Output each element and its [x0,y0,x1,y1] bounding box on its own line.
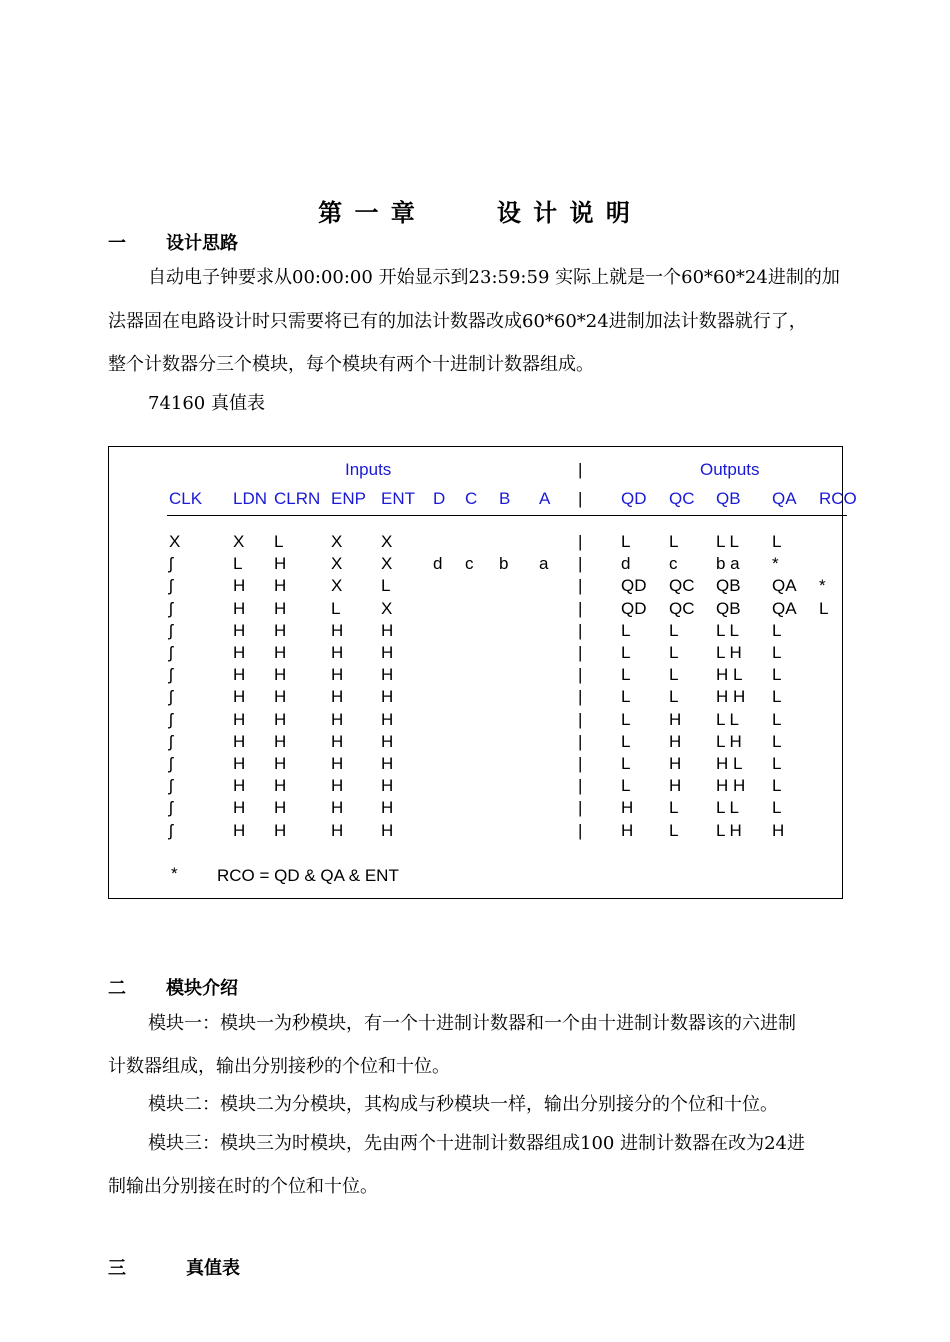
table-cell: | [578,576,583,596]
table-cell: L L [716,532,740,551]
table-cell: L [233,554,243,574]
table-cell: H [233,798,246,818]
header-cell: ENP [331,489,366,508]
table-cell: | [578,776,583,796]
table-cell: L [381,576,391,596]
table-cell: c [669,554,678,574]
table-cell: QC [669,576,695,596]
header-rule [167,515,847,516]
table-cell: | [578,754,583,773]
table-cell: a [539,554,549,574]
table-cell: H [669,731,682,751]
table-cell: H [274,554,287,574]
table-cell: QB [716,598,741,618]
table-cell: L [772,731,782,751]
table-cell: H H [716,776,746,796]
table-cell: L [669,532,679,551]
table-cell: L [772,532,782,551]
section1-line-1: 自动电子钟要求从00:00:00 开始显示到23:59:59 实际上就是一个60*60*24进制的加 [148,267,840,288]
table-cell: H [381,687,394,707]
section1-title: 设计思路 [166,233,238,254]
table-cell: H [274,776,287,796]
table-cell: H [381,620,394,640]
section1-number: 一 [108,233,126,254]
table-cell: H [331,754,344,773]
table-cell: L [669,665,679,685]
header-cell: ENT [381,489,415,508]
table-cell: ʃ [169,554,173,574]
table-cell: QD [621,576,647,596]
section2-title: 模块介绍 [166,978,238,999]
table-cell: H [233,576,246,596]
table-cell: | [578,687,583,707]
table-cell: L [621,687,631,707]
table-cell: b [499,554,509,574]
table-cell: QC [669,598,695,618]
table-cell: L L [716,620,740,640]
table-cell: H [331,820,344,840]
table-cell: ʃ [169,576,173,596]
table-cell: H [331,731,344,751]
table-cell: X [169,532,181,551]
table-cell: H [233,820,246,840]
table-cell: L [669,798,679,818]
section1-line-2: 法器固在电路设计时只需要将已有的加法计数器改成60*60*24进制加法计数器就行了， [108,311,807,332]
table-cell: L [331,598,341,618]
table-cell: ʃ [169,798,173,818]
header-cell: CLK [169,489,203,508]
table-cell: ʃ [169,687,173,707]
table-cell: L [621,731,631,751]
table-cell: * [819,576,826,596]
table-cell: | [578,731,583,751]
table-cell: L [772,665,782,685]
table-cell: L [621,776,631,796]
table-cell: L [772,798,782,818]
table-cell: H [274,820,287,840]
table-cell: c [465,554,474,574]
table-cell: H [381,754,394,773]
header-cell: LDN [233,489,268,508]
table-cell: QA [772,576,797,596]
table-cell: d [621,554,631,574]
header-cell: B [499,489,511,508]
table-cell: L [669,643,679,662]
table-cell: H [772,820,785,840]
table-cell: | [578,554,583,574]
table-cell: X [331,576,343,596]
table-cell: H [274,576,287,596]
section2-line-3: 模块二：模块二为分模块，其构成与秒模块一样，输出分别接分的个位和十位。 [148,1094,778,1115]
table-cell: | [578,665,583,685]
table-cell: H [274,798,287,818]
table-cell: L [621,665,631,685]
table-cell: ʃ [169,776,173,796]
table-cell: X [233,532,245,551]
header-cell: RCO [819,489,857,508]
table-cell: ʃ [169,620,173,640]
table-cell: ʃ [169,731,173,751]
chapter-number: 第 一 章 [318,199,417,227]
table-cell: | [578,820,583,840]
table-cell: L [274,532,284,551]
table-cell: H [331,665,344,685]
table-cell: H [274,687,287,707]
table-cell: ʃ [169,820,173,840]
table-cell: H [331,620,344,640]
table-cell: H [621,820,634,840]
table-cell: H [233,731,246,751]
table-cell: H [233,665,246,685]
table-cell: * [772,554,779,574]
header-cell: D [433,489,446,508]
table-cell: H [331,643,344,662]
table-cell: X [381,554,393,574]
section2-line-2: 计数器组成，输出分别接秒的个位和十位。 [108,1056,450,1077]
table-cell: H [381,643,394,662]
header-cell: C [465,489,478,508]
table-cell: H [331,709,344,729]
table-cell: H [331,776,344,796]
chapter-title [0,193,950,228]
table-cell: L H [716,731,742,751]
table-cell: L H [716,820,742,840]
table-cell: L [621,620,631,640]
table-cell: | [578,620,583,640]
header-cell: | [578,489,583,508]
table-cell: | [578,598,583,618]
table-cell: ʃ [169,754,173,773]
header-cell: QA [772,489,797,508]
table-cell: H [669,776,682,796]
table-cell: L [621,643,631,662]
table-cell: L L [716,709,740,729]
table-cell: X [381,598,393,618]
table-cell: H [274,709,287,729]
table-cell: H [621,798,634,818]
footnote-text: RCO = QD & QA & ENT [217,866,399,885]
table-cell: H [233,643,246,662]
table-cell: H [331,798,344,818]
section3-number: 三 [108,1258,126,1279]
inputs-group-label: Inputs [345,460,392,479]
table-cell: ʃ [169,598,173,618]
section2-line-4: 模块三：模块三为时模块，先由两个十进制计数器组成100 进制计数器在改为24进 [148,1133,805,1154]
table-cell: H L [716,754,743,773]
table-cell: H [274,643,287,662]
table-cell: H [233,709,246,729]
section2-line-5: 制输出分别接在时的个位和十位。 [108,1176,378,1197]
table-cell: L [621,709,631,729]
table-cell: H [274,731,287,751]
section1-line-3: 整个计数器分三个模块，每个模块有两个十进制计数器组成。 [108,354,594,375]
table-cell: L [621,754,631,773]
table-cell: QB [716,576,741,596]
group-separator: | [578,460,583,479]
table-cell: L [772,776,782,796]
table-cell: | [578,643,583,662]
table-cell: H [274,620,287,640]
table-cell: | [578,532,583,551]
table-cell: ʃ [169,643,173,662]
section2-number: 二 [108,978,126,999]
footnote-mark: * [171,864,178,883]
table-cell: X [381,532,393,551]
table-cell: | [578,709,583,729]
table-cell: H [274,598,287,618]
header-cell: QD [621,489,647,508]
table-cell: H [331,687,344,707]
table-cell: H [233,776,246,796]
table-cell: H [233,620,246,640]
table-cell: H [381,731,394,751]
table-cell: L [621,532,631,551]
table-cell: L [669,820,679,840]
table-cell: L L [716,798,740,818]
outputs-group-label: Outputs [700,460,760,479]
table-cell: L [669,620,679,640]
table-cell: H [669,754,682,773]
table-cell: L [772,709,782,729]
table-caption: 74160 真值表 [148,393,265,414]
table-cell: H H [716,687,746,707]
header-cell: QC [669,489,695,508]
chapter-name: 设 计 说 明 [496,199,632,227]
table-cell: H [381,709,394,729]
table-cell: QD [621,598,647,618]
table-cell: H [274,665,287,685]
table-cell: H [381,798,394,818]
table-cell: X [331,554,343,574]
table-cell: L [772,754,782,773]
table-cell: L H [716,643,742,662]
table-cell: H L [716,665,743,685]
table-cell: L [772,620,782,640]
table-cell: b a [716,554,740,574]
table-cell: | [578,798,583,818]
table-cell: ʃ [169,709,173,729]
table-cell: H [233,598,246,618]
header-cell: A [539,489,551,508]
truth-table-74160 [108,446,857,899]
table-cell: H [669,709,682,729]
header-cell: CLRN [274,489,321,508]
section3-title: 真值表 [186,1258,240,1279]
table-cell: L [819,598,829,618]
table-cell: L [772,643,782,662]
table-cell: X [331,532,343,551]
table-cell: H [381,820,394,840]
table-cell: H [233,687,246,707]
table-cell: L [669,687,679,707]
table-cell: H [233,754,246,773]
table-cell: H [274,754,287,773]
section2-line-1: 模块一：模块一为秒模块，有一个十进制计数器和一个由十进制计数器该的六进制 [148,1013,796,1034]
table-cell: H [381,665,394,685]
table-cell: d [433,554,443,574]
table-cell: L [772,687,782,707]
table-cell: QA [772,598,797,618]
header-cell: QB [716,489,741,508]
table-cell: ʃ [169,665,173,685]
table-cell: H [381,776,394,796]
